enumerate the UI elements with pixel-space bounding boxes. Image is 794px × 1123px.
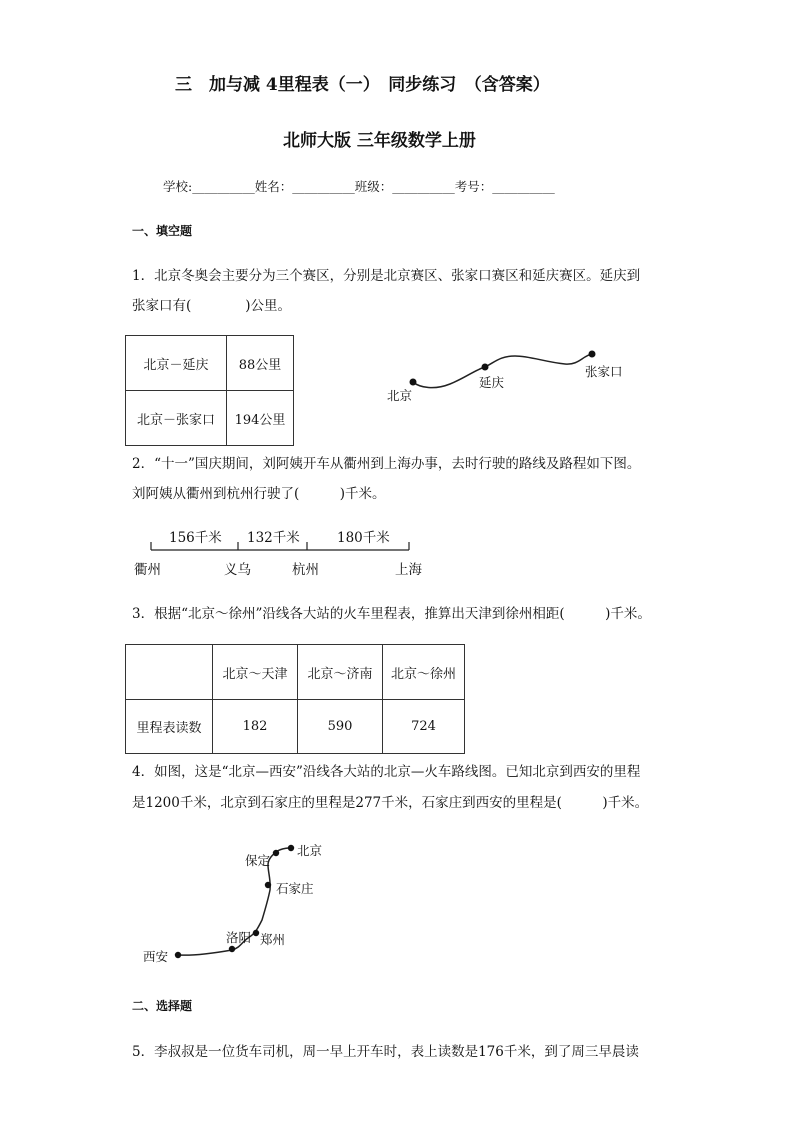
question-2-line-1: 2．“十一”国庆期间，刘阿姨开车从衢州到上海办事，去时行驶的路线及路程如下图。 [132, 456, 641, 472]
q3-value-xuzhou: 724 [383, 700, 465, 754]
question-3-line-1: 3．根据“北京～徐州”沿线各大站的火车里程表，推算出天津到徐州相距( )千米。 [132, 606, 651, 622]
section-heading-multiple-choice: 二、选择题 [132, 999, 193, 1013]
question-4-line-2: 是1200千米，北京到石家庄的里程是277千米，石家庄到西安的里程是( )千米。 [132, 795, 649, 811]
question-2-line-2: 刘阿姨从衢州到杭州行驶了( )千米。 [132, 486, 386, 502]
section-heading-fill-blank: 一、填空题 [132, 224, 193, 238]
q3-header-xuzhou: 北京～徐州 [383, 645, 465, 700]
q2-city-hangzhou: 杭州 [292, 562, 319, 578]
q4-station-baoding: 保定 [245, 853, 271, 868]
page-title: 三 加与减 4里程表（一） 同步练习 （含答案） [175, 75, 550, 95]
q1-label-zhangjiakou: 张家口 [585, 364, 623, 379]
q3-header-empty [126, 645, 213, 700]
q2-segment-2: 132千米 [247, 530, 300, 546]
q1-label-yanqing: 延庆 [479, 375, 505, 390]
question-1-line-2: 张家口有( )公里。 [132, 298, 292, 314]
q1-label-beijing: 北京 [387, 388, 413, 403]
q1-cell-dist-1: 88公里 [227, 336, 294, 391]
q3-value-tianjin: 182 [213, 700, 298, 754]
question-5-line-1: 5．李叔叔是一位货车司机，周一早上开车时，表上读数是176千米，到了周三早晨读 [132, 1044, 639, 1060]
q1-cell-dist-2: 194公里 [227, 391, 294, 446]
q2-city-yiwu: 义乌 [224, 562, 251, 578]
q2-city-shanghai: 上海 [395, 562, 422, 578]
q3-value-jinan: 590 [298, 700, 383, 754]
question-4-line-1: 4．如图，这是“北京—西安”沿线各大站的北京—火车路线图。已知北京到西安的里程 [132, 764, 641, 780]
q2-segment-1: 156千米 [169, 530, 222, 546]
q3-mileage-table [125, 644, 465, 754]
q3-header-tianjin: 北京～天津 [213, 645, 298, 700]
q2-city-quzhou: 衢州 [134, 562, 161, 578]
q4-station-beijing: 北京 [297, 843, 323, 858]
q2-segment-3: 180千米 [337, 530, 390, 546]
question-1-line-1: 1．北京冬奥会主要分为三个赛区，分别是北京赛区、张家口赛区和延庆赛区。延庆到 [132, 268, 641, 284]
q3-header-jinan: 北京～济南 [298, 645, 383, 700]
q3-row-label: 里程表读数 [126, 700, 213, 754]
q4-station-luoyang: 洛阳 [226, 930, 252, 945]
q4-station-zhengzhou: 郑州 [260, 932, 286, 947]
q4-station-shijiazhuang: 石家庄 [276, 881, 314, 896]
q1-cell-route-2: 北京－张家口 [126, 391, 227, 446]
page-subtitle: 北师大版 三年级数学上册 [283, 131, 476, 151]
q1-distance-table [125, 335, 294, 446]
q4-station-xian: 西安 [143, 949, 169, 964]
student-info-fields: 学校:__________姓名：__________班级：__________考号：__________ [163, 179, 555, 194]
q1-cell-route-1: 北京－延庆 [126, 336, 227, 391]
